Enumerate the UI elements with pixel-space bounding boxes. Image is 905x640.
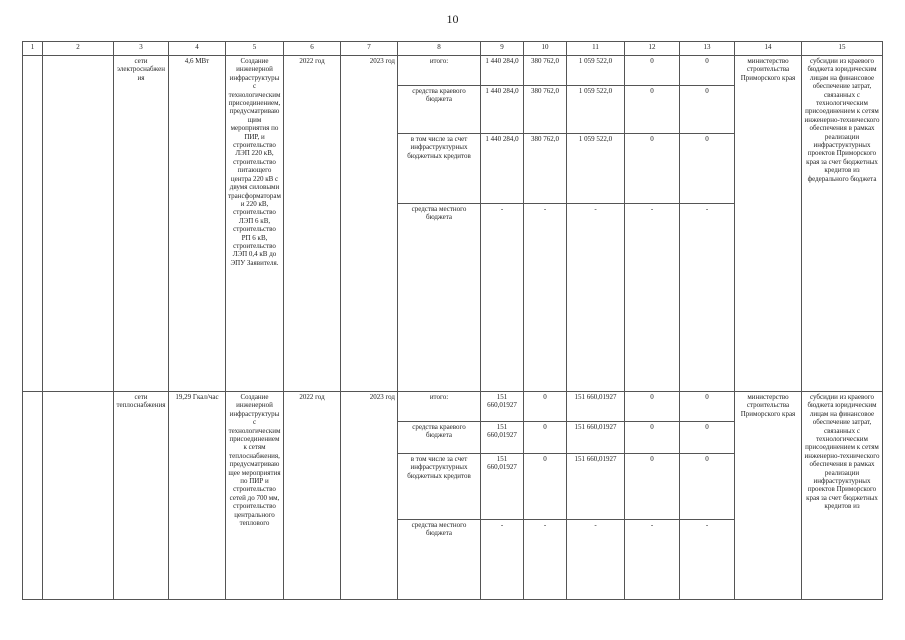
value-c12: 0: [625, 422, 680, 454]
value-c9: -: [481, 204, 524, 392]
responsible-body: министерство строительства Приморского края: [735, 392, 802, 600]
value-c13: -: [680, 204, 735, 392]
funding-source: в том числе за счет инфраструктурных бюджетных кредитов: [398, 454, 481, 520]
funding-source: средства краевого бюджета: [398, 86, 481, 134]
col-header: 3: [114, 42, 169, 56]
value-c13: 0: [680, 56, 735, 86]
value-c10: 380 762,0: [524, 86, 567, 134]
col-header: 1: [23, 42, 43, 56]
col-header: 4: [169, 42, 226, 56]
value-c12: 0: [625, 454, 680, 520]
value-c13: 0: [680, 86, 735, 134]
column-number-row: [23, 42, 883, 56]
cell-col1: [23, 392, 43, 600]
funding-source: средства местного бюджета: [398, 204, 481, 392]
start-year: 2022 год: [284, 392, 341, 600]
value-c10: -: [524, 520, 567, 600]
value-c12: -: [625, 520, 680, 600]
capacity: 19,29 Гкал/час: [169, 392, 226, 600]
value-c13: -: [680, 520, 735, 600]
col-header: 5: [226, 42, 284, 56]
value-c10: 380 762,0: [524, 56, 567, 86]
value-c9: 151 660,01927: [481, 454, 524, 520]
cell-col2: [43, 392, 114, 600]
value-c10: -: [524, 204, 567, 392]
start-year: 2022 год: [284, 56, 341, 392]
value-c11: 151 660,01927: [567, 454, 625, 520]
col-header: 7: [341, 42, 398, 56]
funding-source: в том числе за счет инфраструктурных бюджетных кредитов: [398, 134, 481, 204]
cell-col2: [43, 56, 114, 392]
value-c13: 0: [680, 134, 735, 204]
value-c11: 1 059 522,0: [567, 56, 625, 86]
value-c9: -: [481, 520, 524, 600]
cell-col1: [23, 56, 43, 392]
value-c11: 1 059 522,0: [567, 134, 625, 204]
value-c9: 1 440 284,0: [481, 86, 524, 134]
value-c11: 1 059 522,0: [567, 86, 625, 134]
col-header: 6: [284, 42, 341, 56]
value-c10: 380 762,0: [524, 134, 567, 204]
col-header: 10: [524, 42, 567, 56]
value-c11: 151 660,01927: [567, 422, 625, 454]
col-header: 8: [398, 42, 481, 56]
value-c11: -: [567, 204, 625, 392]
col-header: 11: [567, 42, 625, 56]
table-row: [23, 392, 883, 422]
value-c10: 0: [524, 392, 567, 422]
col-header: 2: [43, 42, 114, 56]
funding-source: средства краевого бюджета: [398, 422, 481, 454]
end-year: 2023 год: [341, 392, 398, 600]
value-c13: 0: [680, 392, 735, 422]
funding-source: средства местного бюджета: [398, 520, 481, 600]
value-c9: 1 440 284,0: [481, 56, 524, 86]
value-c10: 0: [524, 422, 567, 454]
funding-source: итого:: [398, 392, 481, 422]
description: Создание инженерной инфраструктуры с технологическим присоединением, предусматривающим мероприятия по ПИР, и строительство ЛЭП 220 кВ, строительство питающего центра 220 кВ с двумя силовыми трансформаторами 220 кВ, строительство ЛЭП 6 кВ, строительство РП 6 кВ, строительство ЛЭП 0,4 кВ до ЭПУ Заявителя.: [226, 56, 284, 392]
value-c11: -: [567, 520, 625, 600]
value-c11: 151 660,01927: [567, 392, 625, 422]
col-header: 14: [735, 42, 802, 56]
funding-note: субсидии из краевого бюджета юридическим лицам на финансовое обеспечение затрат, связанных с технологическим присоединением к сетям инженерно-технического обеспечения в рамках реализации инфраструктурных проектов Приморского края за счет бюджетных кредитов из федерального бюджета: [802, 56, 883, 392]
funding-source: итого:: [398, 56, 481, 86]
value-c9: 151 660,01927: [481, 422, 524, 454]
col-header: 12: [625, 42, 680, 56]
value-c9: 151 660,01927: [481, 392, 524, 422]
col-header: 15: [802, 42, 883, 56]
description: Создание инженерной инфраструктуры с технологическим присоединением к сетям теплоснабжения, предусматривающее мероприятия по ПИР и строительство сетей до 700 мм, строительство центрального теплового: [226, 392, 284, 600]
value-c12: -: [625, 204, 680, 392]
capacity: 4,6 МВт: [169, 56, 226, 392]
object-name: сети электроснабжения: [114, 56, 169, 392]
object-name: сети теплоснабжения: [114, 392, 169, 600]
value-c12: 0: [625, 392, 680, 422]
value-c12: 0: [625, 134, 680, 204]
responsible-body: министерство строительства Приморского края: [735, 56, 802, 392]
funding-note: субсидии из краевого бюджета юридическим лицам на финансовое обеспечение затрат, связанных с технологическим присоединением к сетям инженерно-технического обеспечения в рамках реализации инфраструктурных проектов Приморского края за счет бюджетных кредитов из: [802, 392, 883, 600]
value-c9: 1 440 284,0: [481, 134, 524, 204]
col-header: 13: [680, 42, 735, 56]
value-c10: 0: [524, 454, 567, 520]
value-c13: 0: [680, 422, 735, 454]
value-c12: 0: [625, 86, 680, 134]
value-c13: 0: [680, 454, 735, 520]
page-number: 10: [446, 12, 459, 26]
end-year: 2023 год: [341, 56, 398, 392]
program-table: [22, 41, 883, 600]
value-c12: 0: [625, 56, 680, 86]
col-header: 9: [481, 42, 524, 56]
table-row: [23, 56, 883, 86]
